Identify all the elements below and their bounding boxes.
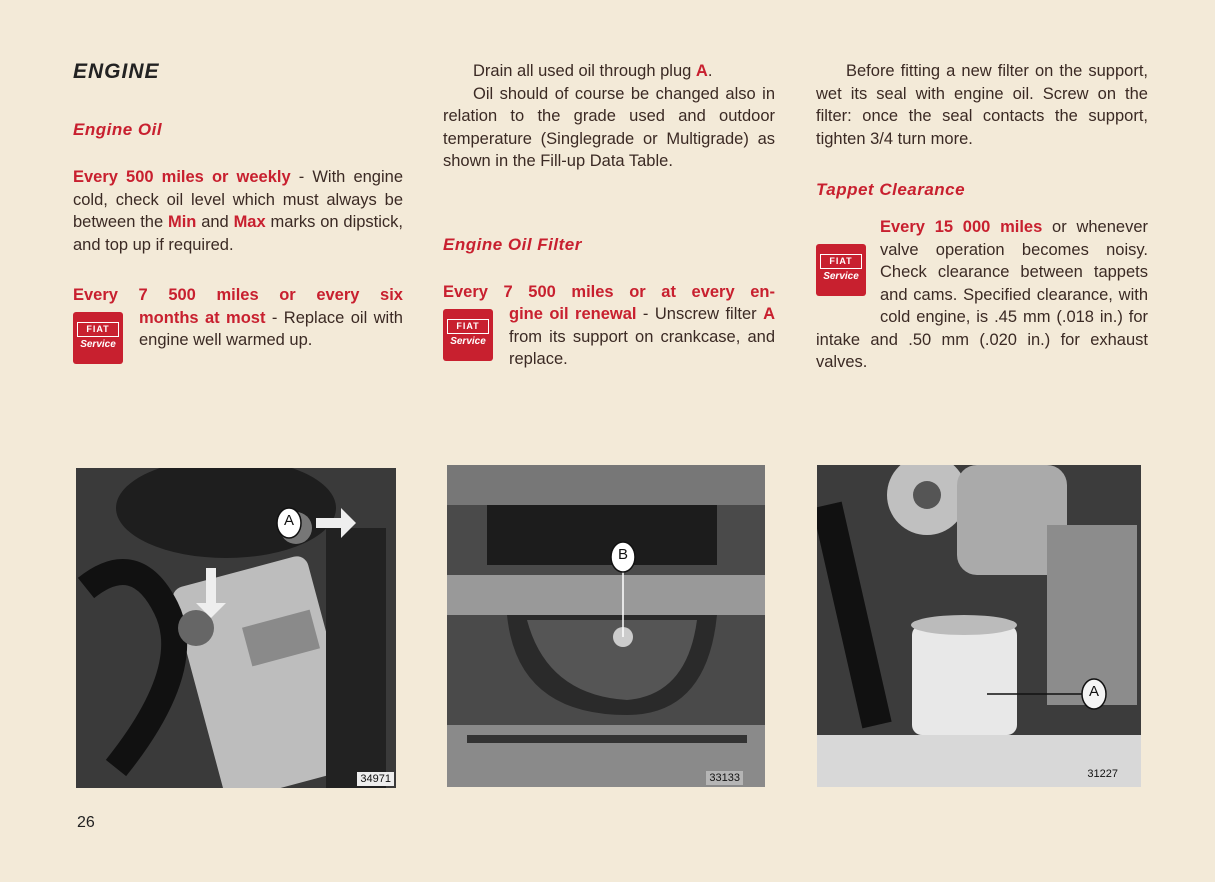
engine-oil-paragraph-2: Every 7 500 miles or every six FIAT Service months at most - Replace oil with engine well warmed up.	[73, 284, 403, 352]
fiat-service-badge: FIAT Service	[816, 244, 866, 296]
figure-number: 34971	[357, 772, 394, 786]
engine-oil-heading: Engine Oil	[73, 120, 163, 139]
min-mark: Min	[167, 213, 197, 231]
page-number: 26	[77, 814, 95, 831]
fiat-logo-icon: FIAT	[447, 319, 489, 334]
interval-500: Every 500 miles or weekly	[73, 168, 291, 186]
engine-photo-3	[817, 465, 1141, 787]
fiat-logo-icon: FIAT	[77, 322, 119, 337]
figure-number: 33133	[706, 771, 743, 785]
callout-label: A	[283, 512, 294, 529]
engine-photo-1	[76, 468, 396, 788]
oil-filter-paragraph: Every 7 500 miles or at every en- FIAT Service gine oil renewal - Unscrew filter A from its support on crankcase, and replace.	[443, 282, 775, 368]
fiat-service-badge: FIAT Service	[443, 309, 493, 361]
engine-oil-paragraph-1: Every 500 miles or weekly - With engine cold, check oil level which must always be between the Min and Max marks on dipstick, and top up if required.	[73, 168, 403, 254]
figure-number: 31227	[1087, 768, 1118, 780]
engine-photo-2	[447, 465, 765, 787]
oil-filter-heading: Engine Oil Filter	[443, 234, 582, 254]
column-1	[73, 60, 403, 352]
engine-bay-image	[76, 468, 396, 788]
callout-label: A	[1088, 683, 1099, 700]
drain-paragraph: Drain all used oil through plug A.	[473, 62, 713, 80]
fiat-service-badge: FIAT Service	[73, 312, 123, 364]
max-mark: Max	[233, 213, 266, 231]
tappet-paragraph: FIAT Service Every 15 000 miles or whenever valve operation becomes noisy. Check clearance between tappets and cams. Specified clearance, with cold engine, is .45 mm (.018 in.) for intake and .50 mm (.020 in.) for exhaust valves.	[816, 218, 1148, 371]
grade-paragraph: Oil should of course be changed also in relation to the grade used and outdoor temperature (Singlegrade or Multigrade) as shown in the Fill-up Data Table.	[443, 84, 775, 170]
column-2	[443, 60, 775, 371]
callout-label: B	[617, 546, 628, 563]
section-title: ENGINE	[73, 60, 160, 83]
tappet-heading: Tappet Clearance	[816, 180, 966, 199]
filter-fitting-paragraph: Before fitting a new filter on the support, wet its seal with engine oil. Screw on the filter: once the seal contacts the support, tighten 3/4 turn more.	[816, 62, 1148, 148]
oil-filter-image	[817, 465, 1141, 787]
fiat-logo-icon: FIAT	[820, 254, 862, 269]
oil-sump-image	[447, 465, 765, 787]
column-3	[816, 60, 1148, 374]
